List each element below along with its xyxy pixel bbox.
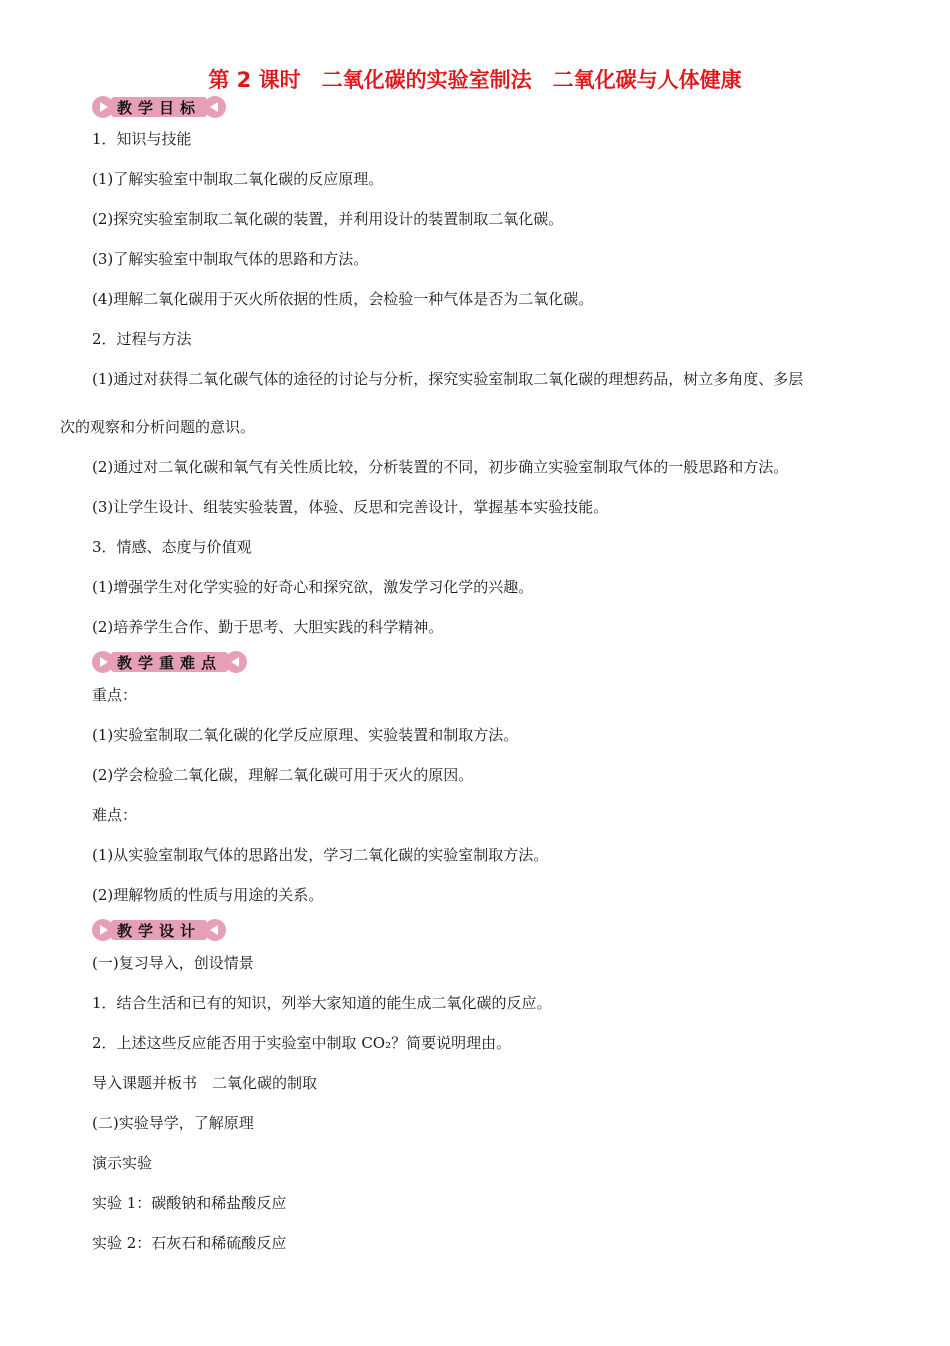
heading-knowledge: 1．知识与技能 xyxy=(92,130,192,148)
subheading: (二)实验导学，了解原理 xyxy=(92,1114,254,1132)
arrow-left-icon xyxy=(204,919,226,941)
paragraph: (3)让学生设计、组装实验装置，体验、反思和完善设计，掌握基本实验技能。 xyxy=(92,498,609,516)
paragraph: 2．上述这些反应能否用于实验室中制取 CO₂？简要说明理由。 xyxy=(92,1034,512,1052)
section-title: 教学目标 xyxy=(111,97,207,117)
paragraph: 实验 2：石灰石和稀硫酸反应 xyxy=(92,1234,287,1252)
paragraph: 实验 1：碳酸钠和稀盐酸反应 xyxy=(92,1194,287,1212)
label-key: 重点： xyxy=(92,686,138,704)
paragraph: (1)增强学生对化学实验的好奇心和探究欲，激发学习化学的兴趣。 xyxy=(92,578,534,596)
arrow-right-icon xyxy=(92,96,114,118)
subheading: (一)复习导入，创设情景 xyxy=(92,954,254,972)
arrow-left-icon xyxy=(204,96,226,118)
paragraph: 演示实验 xyxy=(92,1154,153,1172)
section-title: 教学设计 xyxy=(111,920,207,940)
arrow-right-icon xyxy=(92,651,114,673)
paragraph: 导入课题并板书 二氧化碳的制取 xyxy=(92,1074,318,1092)
paragraph: (2)探究实验室制取二氧化碳的装置，并利用设计的装置制取二氧化碳。 xyxy=(92,210,564,228)
page-title: 第 2 课时 二氧化碳的实验室制法 二氧化碳与人体健康 xyxy=(208,68,742,92)
label-difficult: 难点： xyxy=(92,806,138,824)
arrow-right-icon xyxy=(92,919,114,941)
heading-process: 2．过程与方法 xyxy=(92,330,192,348)
arrow-left-icon xyxy=(225,651,247,673)
paragraph: (2)学会检验二氧化碳，理解二氧化碳可用于灭火的原因。 xyxy=(92,766,474,784)
paragraph: (3)了解实验室中制取气体的思路和方法。 xyxy=(92,250,369,268)
paragraph: (2)理解物质的性质与用途的关系。 xyxy=(92,886,324,904)
paragraph: (1)了解实验室中制取二氧化碳的反应原理。 xyxy=(92,170,384,188)
section-banner-goals xyxy=(92,95,226,119)
section-banner-key-points xyxy=(92,650,247,674)
paragraph: 1．结合生活和已有的知识，列举大家知道的能生成二氧化碳的反应。 xyxy=(92,994,552,1012)
section-title: 教学重难点 xyxy=(111,652,228,672)
paragraph: (1)通过对获得二氧化碳气体的途径的讨论与分析，探究实验室制取二氧化碳的理想药品，树立多角度、多层 xyxy=(92,370,804,388)
section-banner-design xyxy=(92,918,226,942)
paragraph: (2)通过对二氧化碳和氧气有关性质比较，分析装置的不同，初步确立实验室制取气体的一般思路和方法。 xyxy=(92,458,789,476)
paragraph: (2)培养学生合作、勤于思考、大胆实践的科学精神。 xyxy=(92,618,444,636)
heading-attitude: 3．情感、态度与价值观 xyxy=(92,538,252,556)
paragraph: (4)理解二氧化碳用于灭火所依据的性质，会检验一种气体是否为二氧化碳。 xyxy=(92,290,594,308)
paragraph: (1)实验室制取二氧化碳的化学反应原理、实验装置和制取方法。 xyxy=(92,726,519,744)
paragraph-continuation: 次的观察和分析问题的意识。 xyxy=(60,418,256,436)
paragraph: (1)从实验室制取气体的思路出发，学习二氧化碳的实验室制取方法。 xyxy=(92,846,549,864)
